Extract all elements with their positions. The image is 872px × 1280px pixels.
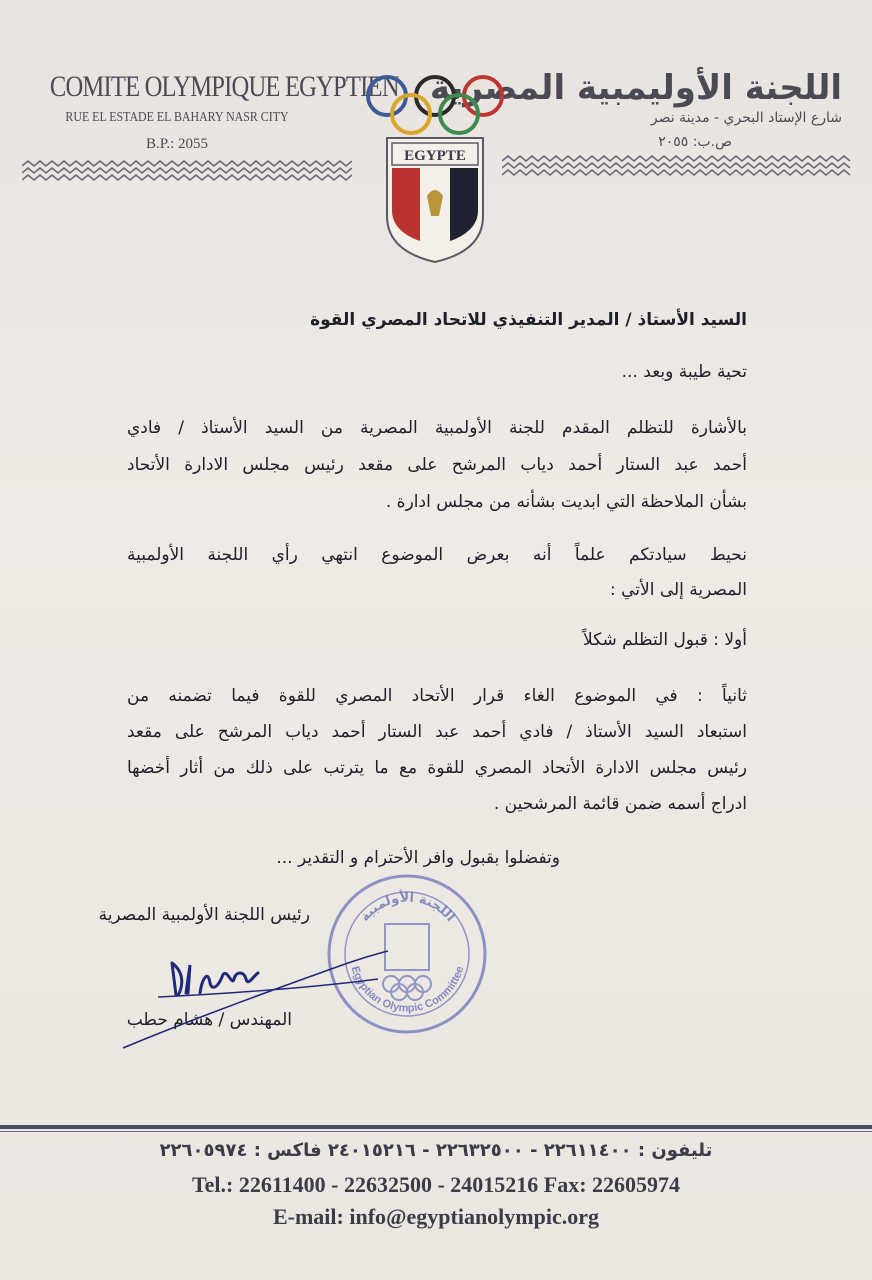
- decision-first: أولا : قبول التظلم شكلاً: [582, 630, 747, 650]
- letterhead-french: [22, 70, 399, 153]
- letterhead-arabic: [429, 68, 842, 150]
- emblem-label: EGYPTE: [404, 148, 466, 164]
- handwritten-signature: [118, 935, 408, 1055]
- zigzag-ornament-left: [22, 160, 352, 182]
- french-committee-name: COMITE OLYMPIQUE EGYPTIEN: [49, 70, 399, 103]
- signatory-name: المهندس / هشام حطب: [126, 1010, 292, 1030]
- arabic-committee-name: اللجنة الأوليمبية المصرية: [429, 68, 842, 108]
- footer-divider-thin: [0, 1131, 872, 1132]
- paragraph-2-line-1: نحيط سيادتكم علماً أنه بعرض الموضوع انتهي رأي اللجنة الأولمبية: [127, 545, 747, 565]
- decision-second-line-2: استبعاد السيد الأستاذ / فادي أحمد عبد الستار أحمد دياب المرشح على مقعد: [127, 722, 747, 742]
- paragraph-2-line-2: المصرية إلى الأتي :: [609, 580, 747, 600]
- footer-phone-arabic: تليفون : ٢٢٦١١٤٠٠ - ٢٢٦٣٢٥٠٠ - ٢٤٠١٥٢١٦ فاكس : ٢٢٦٠٥٩٧٤: [159, 1140, 713, 1161]
- svg-text:اللجنة الأولمبية: [357, 888, 457, 924]
- french-po-box: B.P.: 2055: [145, 136, 209, 152]
- olympic-emblem-icon: [365, 66, 505, 266]
- decision-second-line-3: رئيس مجلس الادارة الأتحاد المصري للقوة مع ما يترتب على ذلك من أثار أخضها: [127, 758, 747, 778]
- zigzag-ornament-right: [502, 155, 852, 177]
- decision-second-line-1: ثانياً : في الموضوع الغاء قرار الأتحاد المصري للقوة فيما تضمنه من: [127, 686, 747, 706]
- paragraph-1-line-1: بالأشارة للتظلم المقدم للجنة الأولمبية المصرية من السيد الأستاذ / فادي: [127, 418, 747, 438]
- paragraph-1-line-3: بشأن الملاحظة التي ابديت بشأنه من مجلس ادارة .: [385, 492, 747, 512]
- decision-second-line-4: ادراج أسمه ضمن قائمة المرشحين .: [493, 794, 747, 814]
- footer-phone-latin: Tel.: 22611400 - 22632500 - 24015216 Fax: 22605974: [191, 1172, 681, 1197]
- arabic-address: شارع الإستاد البحري - مدينة نصر: [650, 110, 842, 126]
- stamp-arabic-text: اللجنة الأولمبية: [357, 890, 458, 925]
- closing: وتفضلوا بقبول وافر الأحترام و التقدير ...: [276, 848, 560, 868]
- french-address: RUE EL ESTADE EL BAHARY NASR CITY: [65, 110, 289, 125]
- arabic-po-box: ص.ب: ٢٠٥٥: [658, 134, 732, 150]
- footer-email: E-mail: info@egyptianolympic.org: [272, 1204, 599, 1229]
- signatory-title: رئيس اللجنة الأولمبية المصرية: [98, 905, 310, 925]
- addressee: السيد الأستاذ / المدير التنفيذي للاتحاد المصري القوة: [310, 310, 747, 330]
- stamp-english-text: Egyptian Olympic Committee: [348, 964, 467, 1015]
- greeting: تحية طيبة وبعد ...: [621, 362, 747, 382]
- paragraph-1-line-2: أحمد عبد الستار أحمد دياب المرشح على مقعد رئيس مجلس الادارة الأتحاد: [127, 455, 747, 475]
- footer-divider: [0, 1125, 872, 1129]
